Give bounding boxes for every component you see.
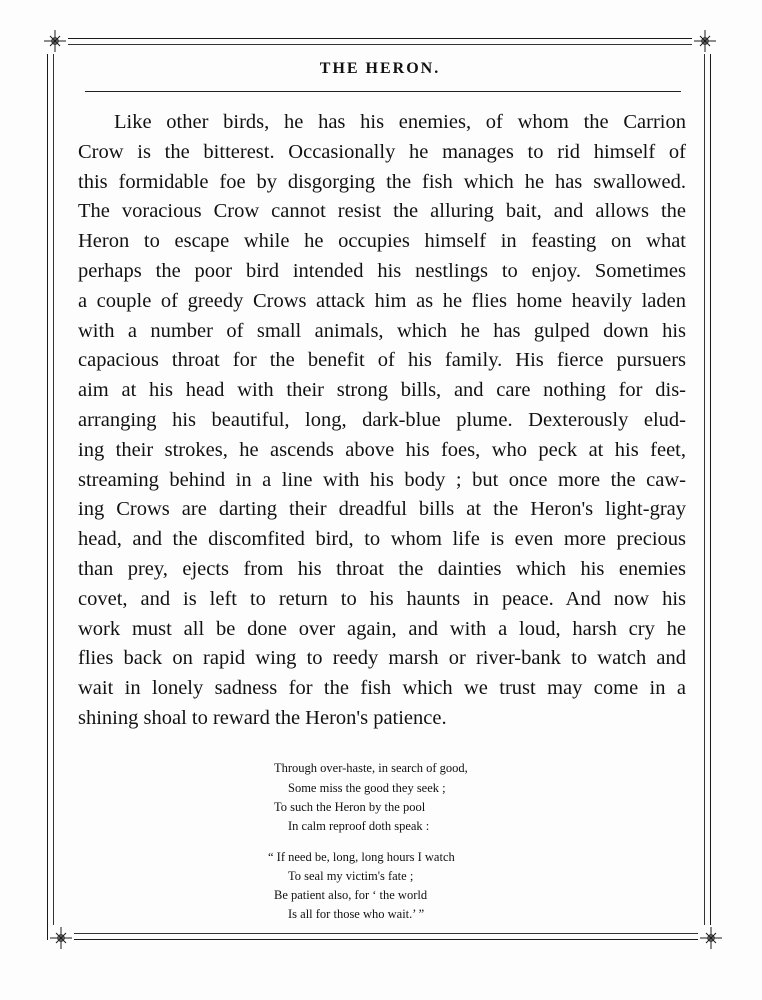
paragraph-line: ing Crows are darting their dreadful bills at the Heron's light-gray xyxy=(78,498,686,521)
poem-line: In calm reproof doth speak : xyxy=(288,819,430,833)
paragraph-line: perhaps the poor bird intended his nestlings to enjoy. Sometimes xyxy=(78,259,686,282)
paragraph-line: a couple of greedy Crows attack him as he flies home heavily laden xyxy=(78,289,686,312)
body-paragraph xyxy=(78,108,686,734)
poem-line: Is all for those who wait.’ ” xyxy=(288,907,425,921)
corner-ornament-icon xyxy=(692,28,718,54)
corner-ornament-icon xyxy=(48,925,74,951)
paragraph-line: arranging his beautiful, long, dark-blue plume. Dexterously elud- xyxy=(78,408,686,431)
poem-line: Through over-haste, in search of good, xyxy=(274,761,468,775)
paragraph-line: capacious throat for the benefit of his family. His fierce pursuers xyxy=(78,349,686,372)
paragraph-line: ing their strokes, he ascends above his foes, who peck at his feet, xyxy=(78,438,686,461)
paragraph-line: this formidable foe by disgorging the fish which he has swallowed. xyxy=(78,170,686,193)
corner-ornament-icon xyxy=(698,925,724,951)
paragraph-line: covet, and is left to return to his haunts in peace. And now his xyxy=(78,587,686,610)
paragraph-line: Crow is the bitterest. Occasionally he manages to rid himself of xyxy=(78,140,686,163)
paragraph-line: streaming behind in a line with his body ; but once more the caw- xyxy=(78,468,686,491)
paragraph-line: Heron to escape while he occupies himself in feasting on what xyxy=(78,230,686,253)
title-rule xyxy=(85,91,681,92)
paragraph-line: aim at his head with their strong bills, and care nothing for dis- xyxy=(78,379,686,402)
poem-line: Some miss the good they seek ; xyxy=(288,781,446,795)
paragraph-line: with a number of small animals, which he has gulped down his xyxy=(78,319,686,342)
paragraph-line: The voracious Crow cannot resist the alluring bait, and allows the xyxy=(78,200,686,223)
paragraph-line: flies back on rapid wing to reedy marsh or river-bank to watch and xyxy=(78,647,686,670)
page-title: THE HERON. xyxy=(319,60,441,77)
paragraph-line: work must all be done over again, and with a loud, harsh cry he xyxy=(78,617,686,640)
paragraph-line: Like other birds, he has his enemies, of whom the Carrion xyxy=(114,111,686,133)
poem-line: Be patient also, for ‘ the world xyxy=(274,888,428,902)
paragraph-line: than prey, ejects from his throat the dainties which his enemies xyxy=(78,557,686,580)
poem-line: “ If need be, long, long hours I watch xyxy=(268,850,455,864)
poem-line: To seal my victim's fate ; xyxy=(288,869,414,883)
corner-ornament-icon xyxy=(42,28,68,54)
paragraph-line: wait in lonely sadness for the fish which we trust may come in a xyxy=(78,677,686,700)
paragraph-line: shining shoal to reward the Heron's patience. xyxy=(78,706,447,729)
poem-line: To such the Heron by the pool xyxy=(274,800,426,814)
paragraph-line: head, and the discomfited bird, to whom life is even more precious xyxy=(78,528,686,551)
